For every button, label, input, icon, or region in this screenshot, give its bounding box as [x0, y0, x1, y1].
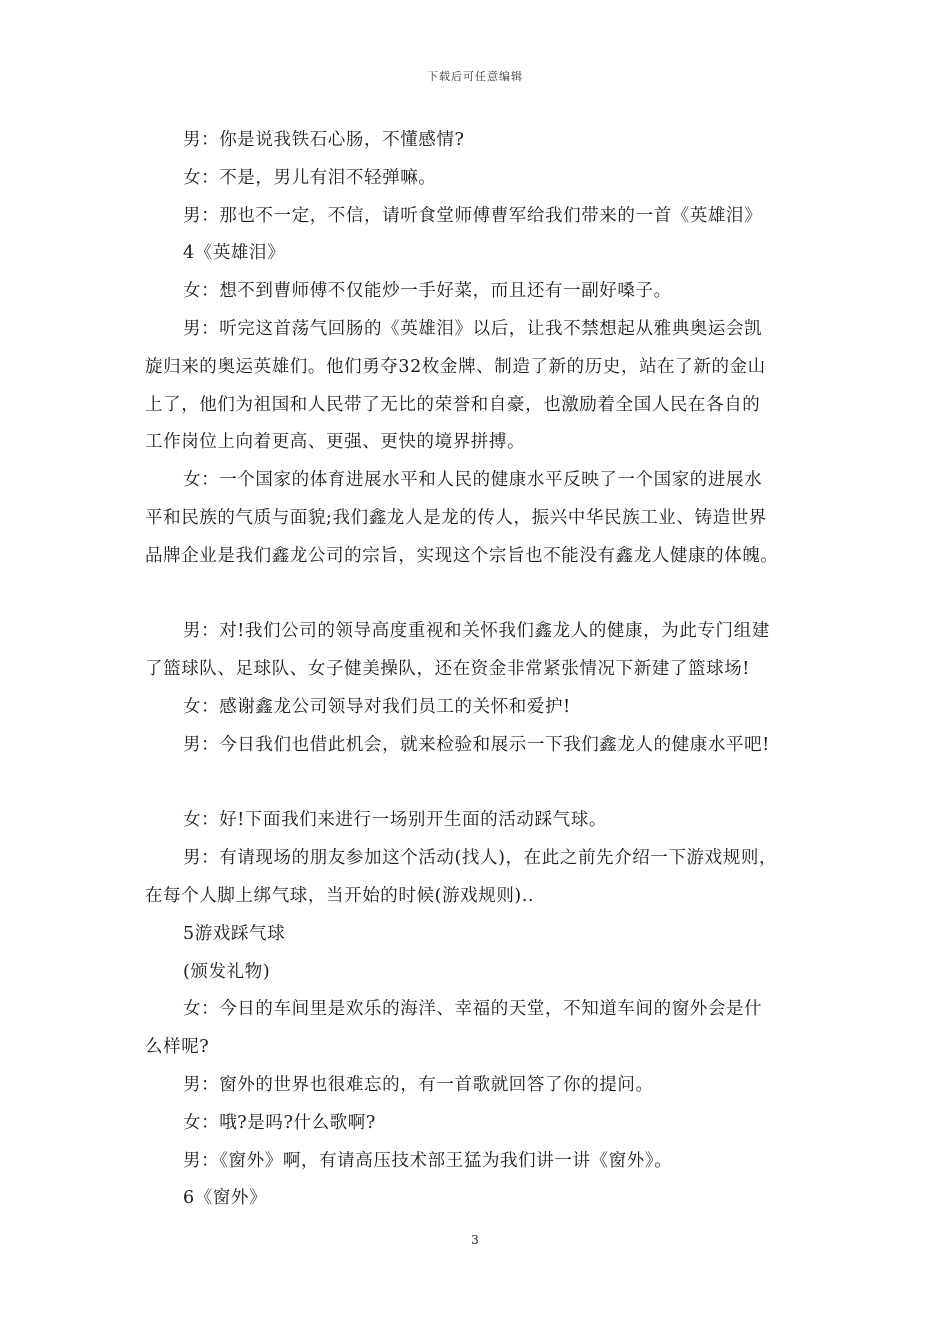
dialogue-line: 女：感谢鑫龙公司领导对我们员工的关怀和爱护!	[183, 696, 571, 717]
dialogue-line-continued: 了篮球队、足球队、女子健美操队，还在资金非常紧张情况下新建了篮球场!	[145, 659, 750, 680]
stage-direction: (颁发礼物)	[183, 961, 271, 982]
program-item-heading: 6《窗外》	[183, 1188, 268, 1209]
dialogue-line-continued: 在每个人脚上绑气球，当开始的时候(游戏规则)..	[145, 885, 535, 906]
blank-line	[145, 576, 825, 614]
dialogue-line: 男：你是说我铁石心肠，不懂感情?	[183, 130, 465, 150]
document-body	[145, 122, 825, 1218]
dialogue-line: 男：那也不一定，不信，请听食堂师傅曹军给我们带来的一首《英雄泪》	[183, 205, 763, 226]
dialogue-line-continued: 么样呢?	[145, 1037, 210, 1058]
page-number: 3	[471, 1233, 479, 1247]
program-item-heading: 4《英雄泪》	[183, 243, 286, 264]
dialogue-line-continued: 旋归来的奥运英雄们。他们勇夺32枚金牌、制造了新的历史，站在了新的金山	[145, 356, 766, 377]
dialogue-line-continued: 品牌企业是我们鑫龙公司的宗旨，实现这个宗旨也不能没有鑫龙人健康的体魄。	[145, 545, 779, 566]
dialogue-line: 女：不是，男儿有泪不轻弹嘛。	[183, 167, 437, 188]
program-item-heading: 5游戏踩气球	[183, 923, 286, 944]
dialogue-line: 女：一个国家的体育进展水平和人民的健康水平反映了一个国家的进展水	[183, 470, 763, 491]
dialogue-line: 男：对!我们公司的领导高度重视和关怀我们鑫龙人的健康，为此专门组建	[183, 621, 770, 642]
dialogue-line: 男：窗外的世界也很难忘的，有一首歌就回答了你的提问。	[183, 1074, 654, 1095]
dialogue-line: 女：哦?是吗?什么歌啊?	[183, 1112, 376, 1133]
dialogue-line: 女：好!下面我们来进行一场别开生面的活动踩气球。	[183, 810, 607, 831]
dialogue-line: 女：想不到曹师傅不仅能炒一手好菜，而且还有一副好嗓子。	[183, 281, 672, 302]
blank-line	[145, 765, 825, 803]
dialogue-line-continued: 上了，他们为祖国和人民带了无比的荣誉和自豪，也激励着全国人民在各自的	[145, 394, 761, 415]
dialogue-line: 男：《窗外》啊，有请高压技术部王猛为我们讲一讲《窗外》。	[183, 1150, 673, 1171]
dialogue-line: 男：有请现场的朋友参加这个活动(找人)，在此之前先介绍一下游戏规则，	[183, 848, 778, 869]
dialogue-line: 男：听完这首荡气回肠的《英雄泪》以后，让我不禁想起从雅典奥运会凯	[183, 318, 763, 339]
dialogue-line: 男：今日我们也借此机会，就来检验和展示一下我们鑫龙人的健康水平吧!	[183, 734, 770, 755]
dialogue-line-continued: 平和民族的气质与面貌;我们鑫龙人是龙的传人，振兴中华民族工业、铸造世界	[145, 507, 767, 528]
page-header: 下载后可任意编辑	[427, 70, 523, 83]
dialogue-line-continued: 工作岗位上向着更高、更强、更快的境界拼搏。	[145, 432, 526, 453]
dialogue-line: 女：今日的车间里是欢乐的海洋、幸福的天堂，不知道车间的窗外会是什	[183, 999, 763, 1020]
